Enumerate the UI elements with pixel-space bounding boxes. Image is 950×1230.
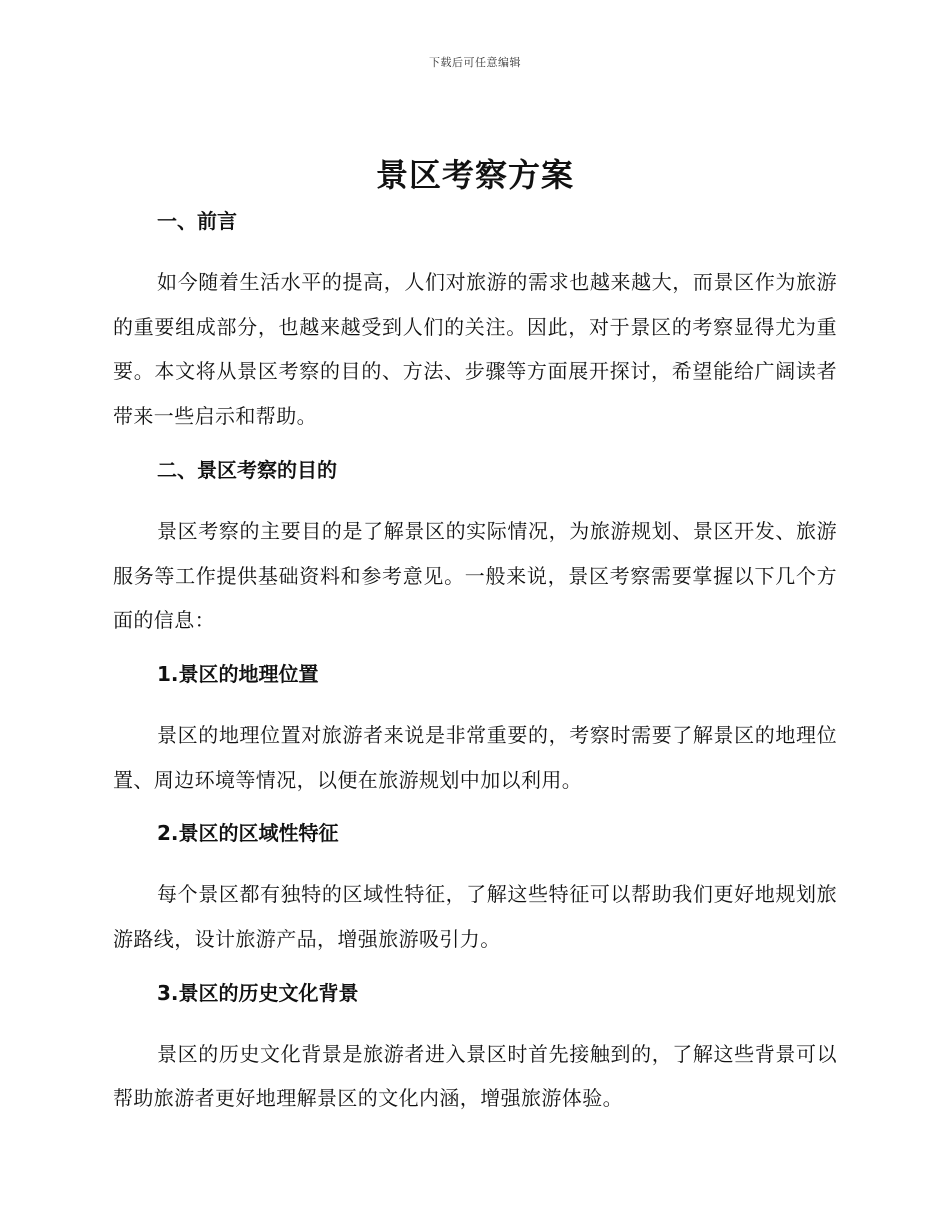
section-paragraph-location: 景区的地理位置对旅游者来说是非常重要的，考察时需要了解景区的地理位置、周边环境等情况，以便在旅游规划中加以利用。 <box>113 722 837 792</box>
section-heading-preface: 一、前言 <box>157 209 237 233</box>
section-paragraph-history-culture: 景区的历史文化背景是旅游者进入景区时首先接触到的，了解这些背景可以帮助旅游者更好地理解景区的文化内涵，增强旅游体验。 <box>113 1041 837 1111</box>
section-paragraph-purpose: 景区考察的主要目的是了解景区的实际情况，为旅游规划、景区开发、旅游服务等工作提供基础资料和参考意见。一般来说，景区考察需要掌握以下几个方面的信息： <box>113 518 837 633</box>
section-heading-purpose: 二、景区考察的目的 <box>157 457 337 482</box>
section-paragraph-regional-features: 每个景区都有独特的区域性特征，了解这些特征可以帮助我们更好地规划旅游路线，设计旅游产品，增强旅游吸引力。 <box>113 882 837 952</box>
section-paragraph-preface: 如今随着生活水平的提高，人们对旅游的需求也越来越大，而景区作为旅游的重要组成部分，也越来越受到人们的关注。因此，对于景区的考察显得尤为重要。本文将从景区考察的目的、方法、步骤等方面展开探讨，希望能给广阔读者带来一些启示和帮助。 <box>113 270 837 429</box>
section-heading-history-culture: 3.景区的历史文化背景 <box>157 980 359 1005</box>
page-title: 景区考察方案 <box>375 156 574 194</box>
section-heading-regional-features: 2.景区的区域性特征 <box>157 821 339 846</box>
section-heading-location: 1.景区的地理位置 <box>157 661 319 686</box>
document-body <box>113 204 837 1121</box>
header-note: 下载后可任意编辑 <box>429 56 521 69</box>
